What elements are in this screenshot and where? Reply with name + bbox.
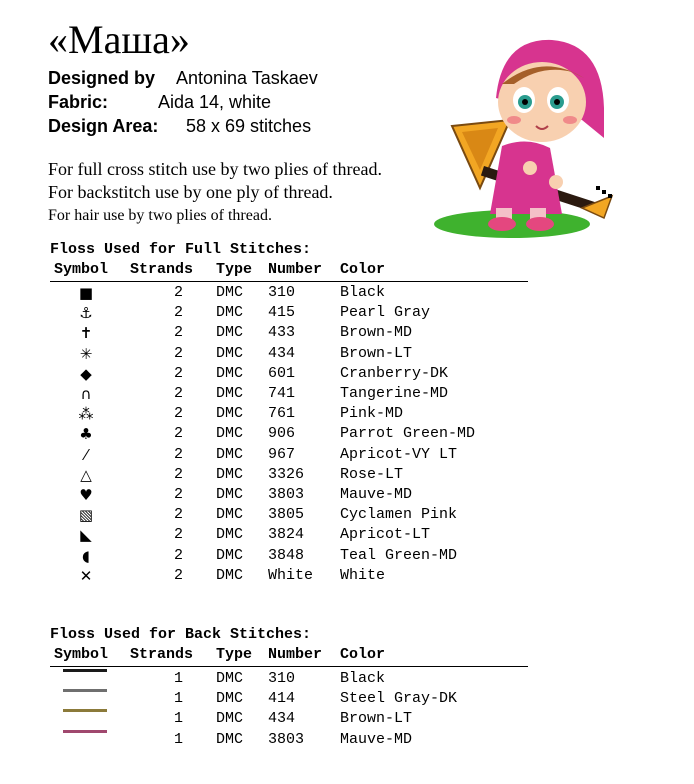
page-title: «Маша»: [48, 17, 190, 62]
slash-icon: ⁄: [84, 445, 88, 464]
number-cell: 415: [268, 304, 296, 322]
type-cell: DMC: [216, 710, 244, 728]
note-hair: For hair use by two plies of thread.: [48, 207, 272, 224]
type-cell: DMC: [216, 304, 244, 322]
strands-cell: 2: [174, 385, 184, 402]
strands-cell: 2: [174, 284, 184, 301]
floss-row: [50, 323, 528, 343]
type-cell: DMC: [216, 364, 244, 382]
color-cell: Brown-LT: [340, 344, 413, 362]
type-cell: DMC: [216, 506, 244, 524]
designer-value: Antonina Taskaev: [176, 68, 318, 88]
triangle-outline-icon: △: [80, 465, 92, 484]
corner-triangle-icon: ◣: [80, 526, 92, 545]
floss-row: [50, 546, 528, 566]
color-cell: Brown-MD: [340, 324, 413, 342]
cross-icon: ✝: [79, 324, 93, 343]
note-full-cross: For full cross stitch use by two plies of thread.: [48, 159, 382, 179]
header-strands: Strands: [130, 646, 194, 663]
fabric-value: Aida 14, white: [158, 92, 272, 112]
strands-cell: 2: [174, 546, 184, 564]
type-cell: DMC: [216, 405, 244, 423]
backstitch-row: [50, 689, 528, 709]
note-backstitch: For backstitch use by one ply of thread.: [48, 182, 333, 202]
strands-cell: 1: [174, 690, 184, 708]
color-cell: Steel Gray-DK: [340, 690, 458, 708]
type-cell: DMC: [216, 566, 244, 584]
strands-cell: 2: [174, 465, 184, 483]
full-table-header: [50, 261, 528, 282]
floss-row: [50, 384, 528, 404]
type-cell: DMC: [216, 445, 244, 463]
designer-label: Designed by: [48, 68, 156, 88]
color-cell: Apricot-LT: [340, 526, 431, 544]
strands-cell: 1: [174, 730, 184, 748]
line-swatch-icon: [63, 730, 107, 733]
back-table-header: [50, 646, 528, 667]
filled-square-icon: ■: [78, 284, 94, 302]
type-cell: DMC: [216, 385, 244, 402]
type-cell: DMC: [216, 324, 244, 342]
strands-cell: 1: [174, 710, 184, 728]
backstitch-row: [50, 669, 528, 689]
type-cell: DMC: [216, 690, 244, 708]
floss-row: [50, 283, 528, 303]
color-cell: Pink-MD: [340, 405, 404, 423]
number-cell: 434: [268, 710, 296, 728]
number-cell: 601: [268, 364, 296, 382]
area-value: 58 x 69 stitches: [186, 116, 312, 136]
type-cell: DMC: [216, 526, 244, 544]
line-swatch-icon: [63, 689, 107, 692]
number-cell: 741: [268, 385, 296, 402]
header-symbol: Symbol: [54, 646, 109, 663]
full-stitches-title: Floss Used for Full Stitches:: [50, 241, 312, 258]
floss-row: [50, 344, 528, 364]
backstitch-row: [50, 730, 528, 750]
strands-cell: 2: [174, 526, 184, 544]
floss-row: [50, 566, 528, 586]
color-cell: Rose-LT: [340, 465, 404, 483]
strands-cell: 2: [174, 486, 184, 503]
floss-row: [50, 364, 528, 384]
number-cell: 3805: [268, 506, 305, 524]
color-cell: Teal Green-MD: [340, 546, 458, 564]
header-strands: Strands: [130, 261, 194, 278]
number-cell: 3326: [268, 465, 305, 483]
floss-row: [50, 485, 528, 505]
type-cell: DMC: [216, 486, 244, 503]
number-cell: White: [268, 566, 314, 584]
strands-cell: 2: [174, 566, 184, 584]
strands-cell: 1: [174, 670, 184, 687]
type-cell: DMC: [216, 425, 244, 443]
stitch-notes: [48, 158, 382, 227]
color-cell: Mauve-MD: [340, 486, 413, 503]
color-cell: Mauve-MD: [340, 730, 413, 748]
strands-cell: 2: [174, 506, 184, 524]
number-cell: 906: [268, 425, 296, 443]
color-cell: Tangerine-MD: [340, 385, 449, 402]
number-cell: 3824: [268, 526, 305, 544]
type-cell: DMC: [216, 284, 244, 301]
type-cell: DMC: [216, 465, 244, 483]
number-cell: 3803: [268, 486, 305, 503]
header-type: Type: [216, 646, 253, 663]
strands-cell: 2: [174, 425, 184, 443]
color-cell: Black: [340, 670, 386, 687]
header-number: Number: [268, 646, 323, 663]
triangle-dots-icon: ⁂: [78, 405, 94, 424]
arch-icon: ∩: [80, 385, 92, 403]
backstitch-row: [50, 709, 528, 729]
floss-row: [50, 465, 528, 485]
strands-cell: 2: [174, 364, 184, 382]
header-symbol: Symbol: [54, 261, 109, 278]
area-label: Design Area:: [48, 116, 159, 136]
type-cell: DMC: [216, 344, 244, 362]
strands-cell: 2: [174, 344, 184, 362]
type-cell: DMC: [216, 730, 244, 748]
number-cell: 3848: [268, 546, 305, 564]
header-number: Number: [268, 261, 323, 278]
header-type: Type: [216, 261, 253, 278]
anchor-icon: ⚓: [79, 304, 93, 323]
hatched-square-icon: ▧: [78, 506, 94, 525]
floss-row: [50, 505, 528, 525]
type-cell: DMC: [216, 546, 244, 564]
number-cell: 761: [268, 405, 296, 423]
floss-row: [50, 303, 528, 323]
quarter-circle-icon: ◖: [82, 546, 90, 565]
strands-cell: 2: [174, 304, 184, 322]
strands-cell: 2: [174, 445, 184, 463]
color-cell: White: [340, 566, 386, 584]
color-cell: Black: [340, 284, 386, 301]
line-swatch-icon: [63, 709, 107, 712]
color-cell: Cranberry-DK: [340, 364, 449, 382]
diamond-icon: ◆: [80, 364, 92, 383]
number-cell: 434: [268, 344, 296, 362]
strands-cell: 2: [174, 324, 184, 342]
color-cell: Parrot Green-MD: [340, 425, 476, 443]
header-color: Color: [340, 646, 386, 663]
header-color: Color: [340, 261, 386, 278]
number-cell: 3803: [268, 730, 305, 748]
color-cell: Brown-LT: [340, 710, 413, 728]
number-cell: 310: [268, 670, 296, 687]
line-swatch-icon: [63, 669, 107, 672]
heart-icon: ♥: [79, 486, 93, 504]
masha-pattern-image: [432, 28, 682, 248]
floss-row: [50, 404, 528, 424]
number-cell: 310: [268, 284, 296, 301]
color-cell: Apricot-VY LT: [340, 445, 458, 463]
floss-row: [50, 424, 528, 444]
number-cell: 414: [268, 690, 296, 708]
strands-cell: 2: [174, 405, 184, 423]
number-cell: 967: [268, 445, 296, 463]
club-icon: ♣: [79, 425, 93, 444]
floss-row: [50, 525, 528, 545]
type-cell: DMC: [216, 670, 244, 687]
asterisk-icon: ✳: [79, 344, 93, 363]
number-cell: 433: [268, 324, 296, 342]
back-stitches-title: Floss Used for Back Stitches:: [50, 626, 312, 643]
x-mark-icon: ✕: [79, 566, 93, 585]
floss-row: [50, 445, 528, 465]
color-cell: Pearl Gray: [340, 304, 431, 322]
fabric-label: Fabric:: [48, 92, 109, 112]
color-cell: Cyclamen Pink: [340, 506, 458, 524]
